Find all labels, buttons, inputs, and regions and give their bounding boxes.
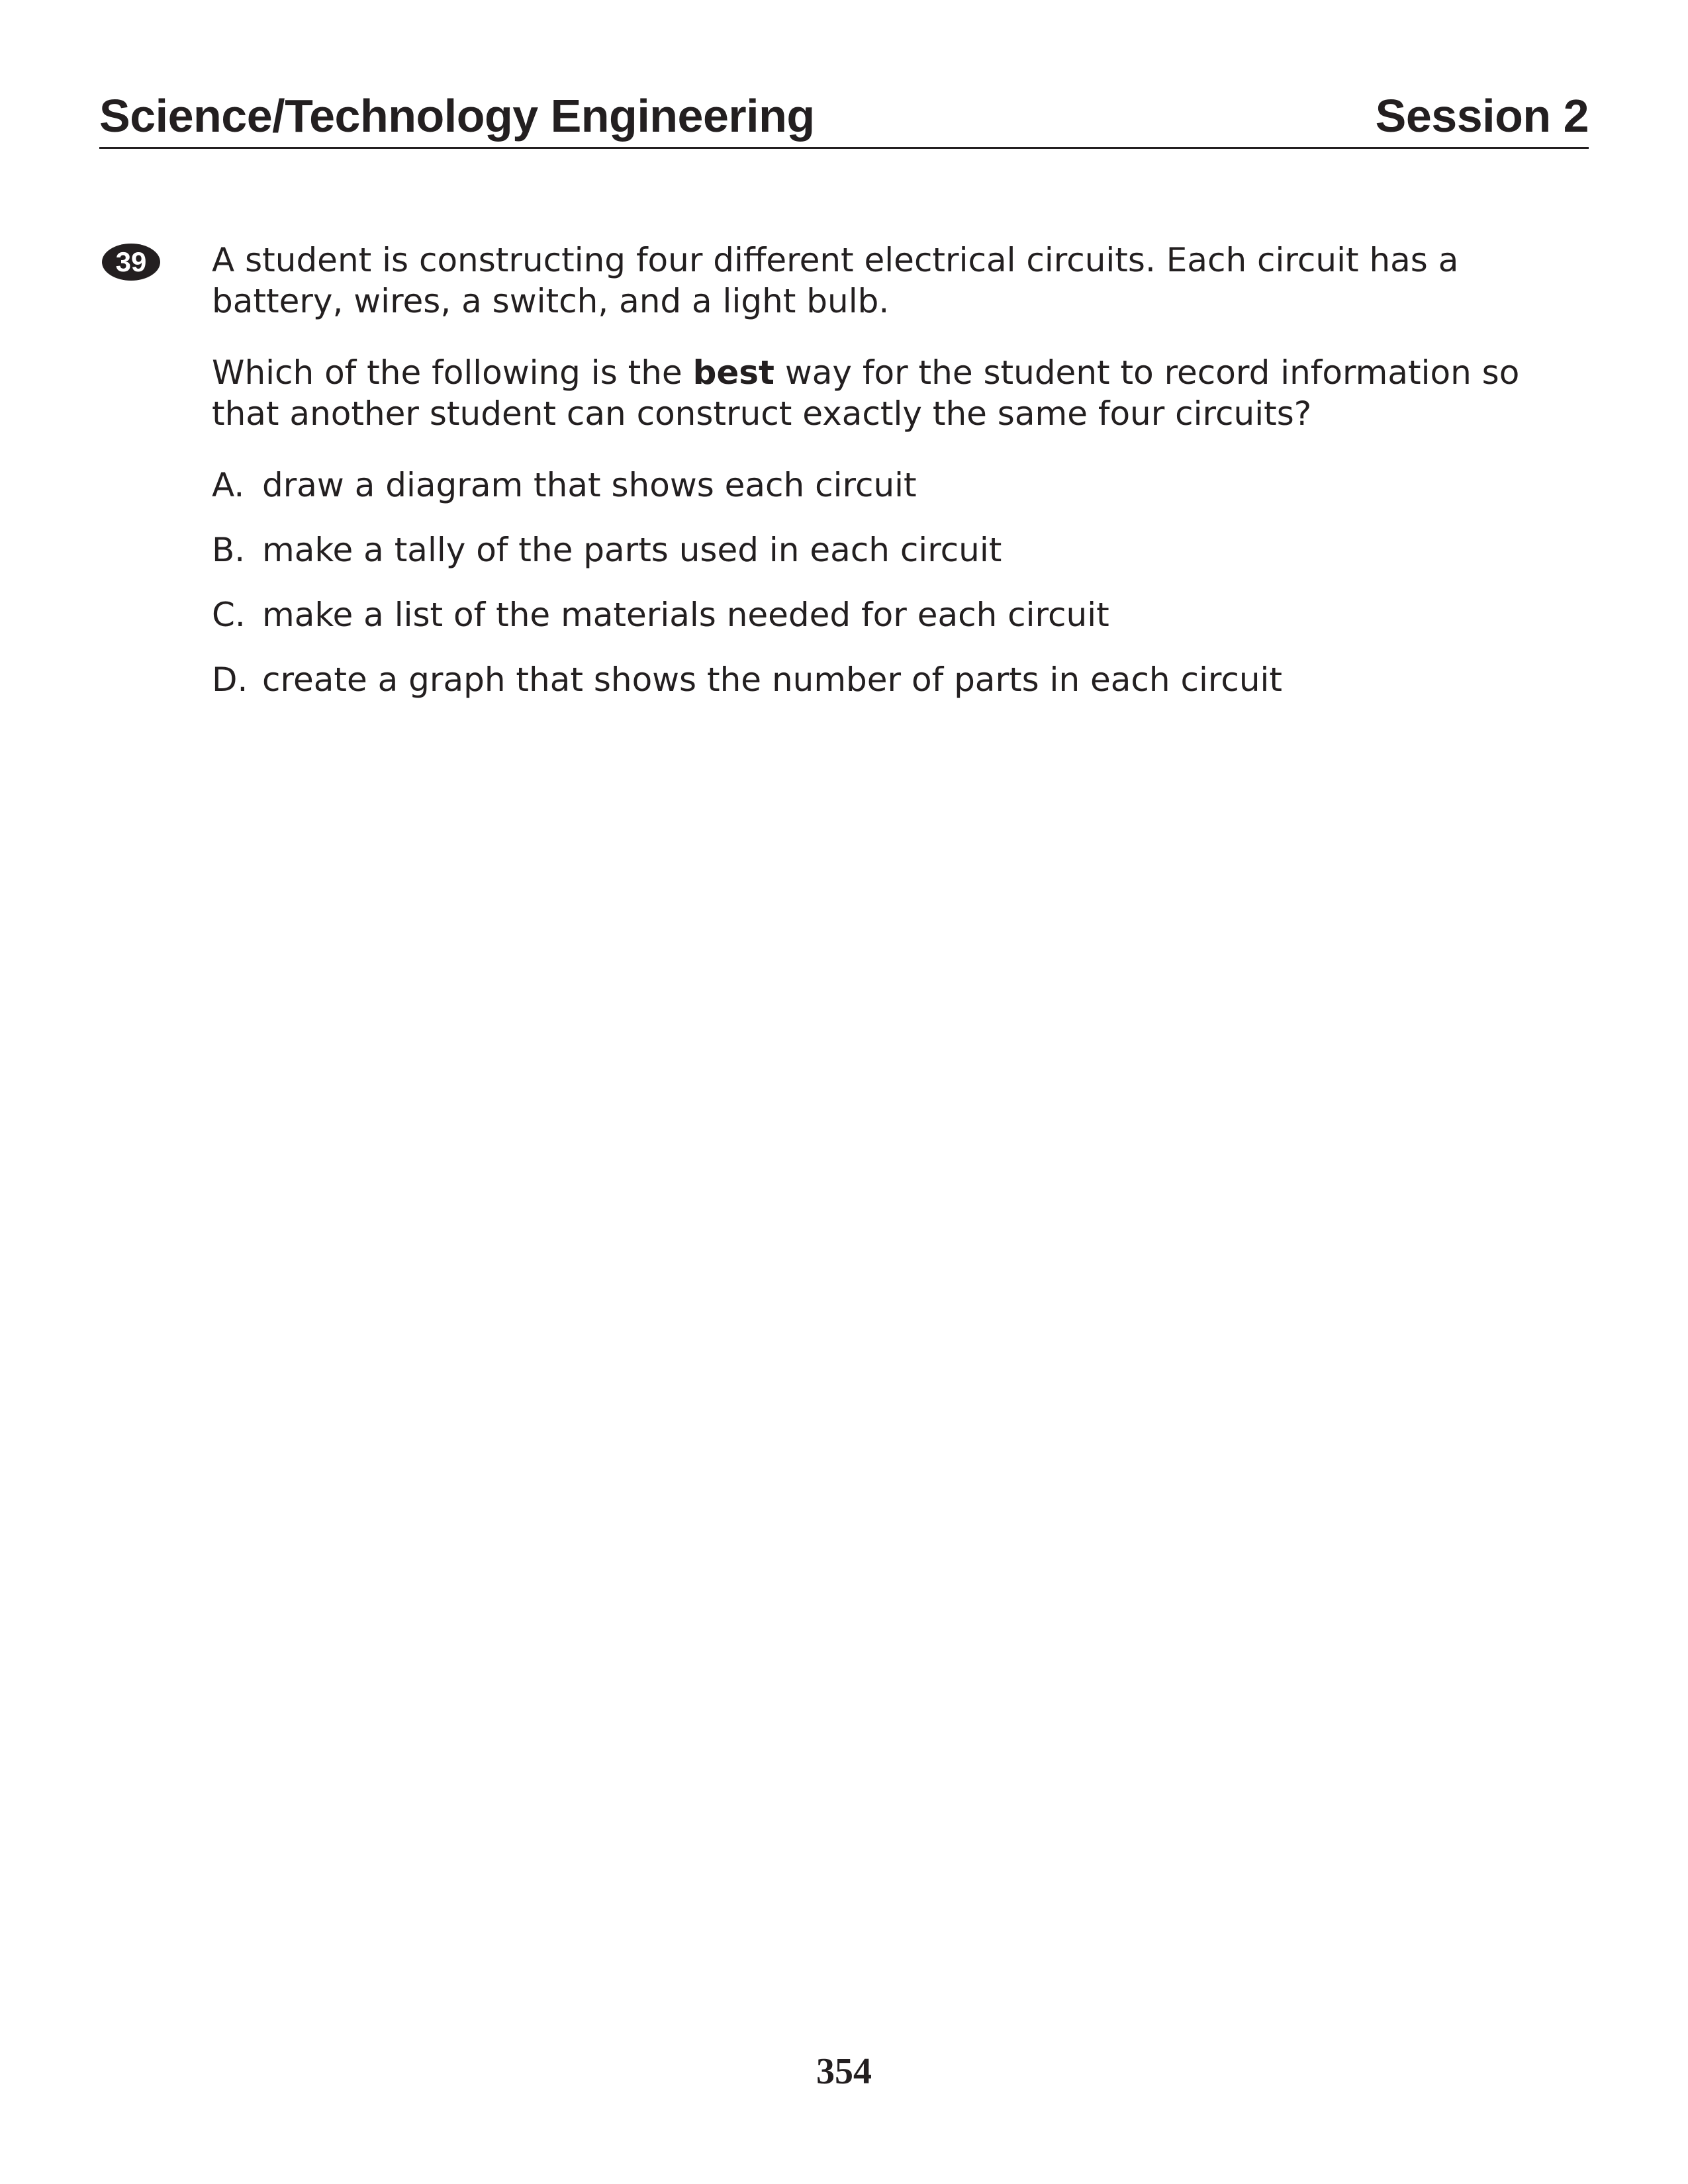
- option-letter: B.: [212, 531, 246, 569]
- prompt-text-start: Which of the following is the: [212, 353, 693, 392]
- subject-title: Science/Technology Engineering: [99, 90, 815, 142]
- question-number-badge: 39: [102, 244, 160, 281]
- option-letter: D.: [212, 660, 248, 699]
- question-content: [212, 240, 1589, 724]
- page-header: [99, 90, 1589, 149]
- answer-option-c[interactable]: [212, 594, 1589, 635]
- session-label: Session 2: [1375, 90, 1589, 142]
- question-prompt: [212, 352, 1589, 434]
- answer-option-a[interactable]: [212, 465, 1589, 506]
- option-text: create a graph that shows the number of parts in each circuit: [262, 660, 1283, 699]
- answer-options: [212, 465, 1589, 700]
- option-letter: A.: [212, 466, 245, 504]
- option-letter: C.: [212, 596, 246, 634]
- option-text: make a tally of the parts used in each circuit: [262, 531, 1002, 569]
- prompt-text-end: way for the student to record information so that another student can construct exactly the same four circuits?: [212, 353, 1520, 433]
- answer-option-b[interactable]: [212, 529, 1589, 570]
- answer-option-d[interactable]: [212, 659, 1589, 700]
- option-text: draw a diagram that shows each circuit: [262, 466, 917, 504]
- option-text: make a list of the materials needed for each circuit: [262, 596, 1109, 634]
- question-stem: A student is constructing four different electrical circuits. Each circuit has a battery, wires, a switch, and a light bulb.: [212, 241, 1459, 320]
- page-number: 354: [816, 2051, 872, 2092]
- prompt-emphasis: best: [692, 353, 774, 392]
